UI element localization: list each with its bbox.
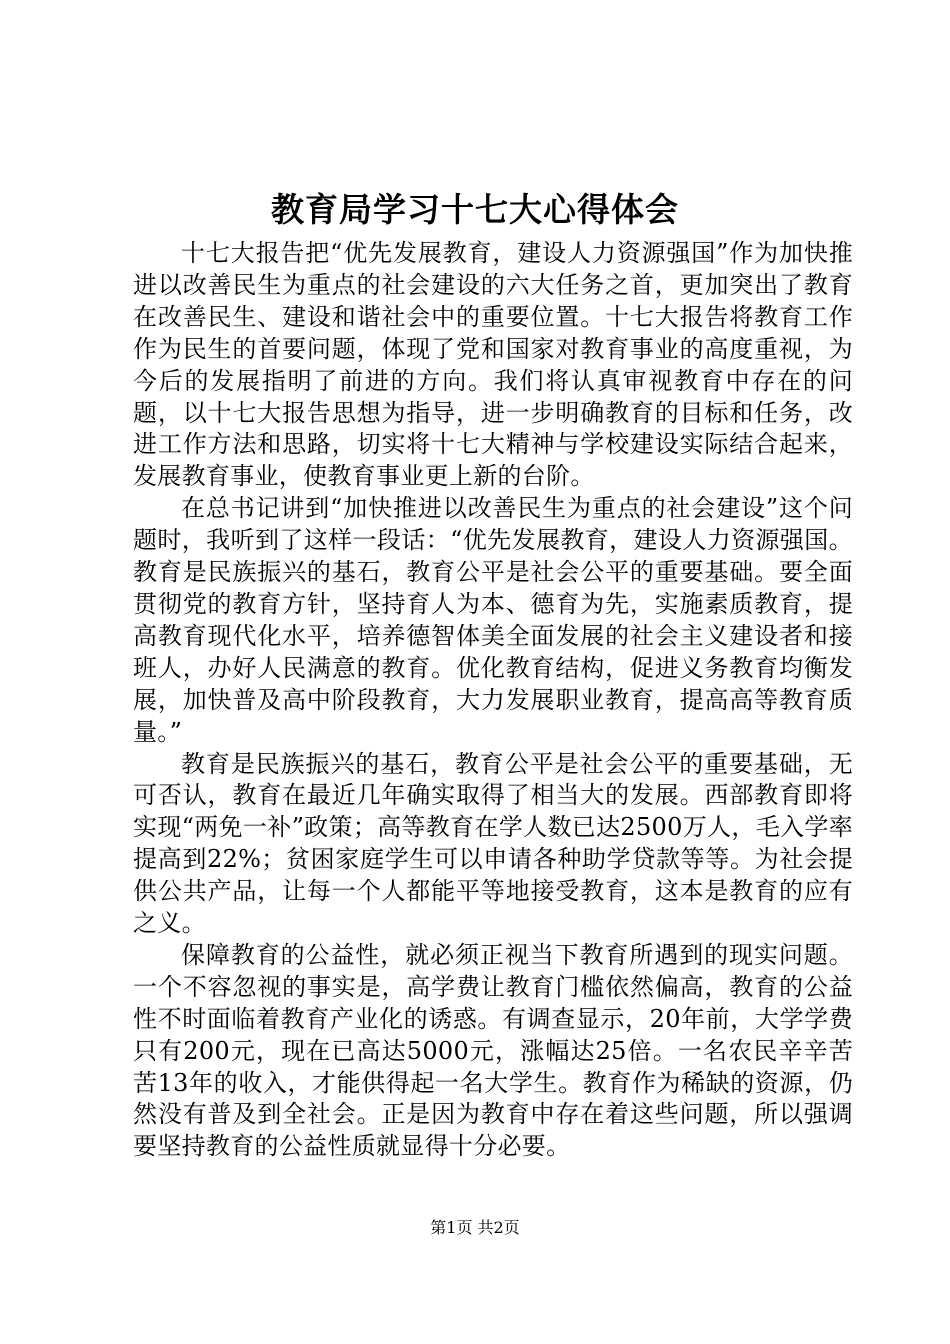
- page-indicator: 第1页 共2页: [430, 1218, 520, 1237]
- paragraph-3: 教育是民族振兴的基石，教育公平是社会公平的重要基础，无可否认，教育在最近几年确实取得了相当大的发展。西部教育即将实现“两免一补”政策；高等教育在学人数已达2500万人，毛入学率提高到22%；贫困家庭学生可以申请各种助学贷款等等。为社会提供公共产品，让每一个人都能平等地接受教育，这本是教育的应有之义。: [133, 749, 853, 938]
- paragraph-1: 十七大报告把“优先发展教育，建设人力资源强国”作为加快推进以改善民生为重点的社会建设的六大任务之首，更加突出了教育在改善民生、建设和谐社会中的重要位置。十七大报告将教育工作作为民生的首要问题，体现了党和国家对教育事业的高度重视，为今后的发展指明了前进的方向。我们将认真审视教育中存在的问题，以十七大报告思想为指导，进一步明确教育的目标和任务，改进工作方法和思路，切实将十七大精神与学校建设实际结合起来，发展教育事业，使教育事业更上新的台阶。: [133, 239, 853, 491]
- page-footer: [0, 1216, 950, 1240]
- document-body: [133, 238, 853, 1163]
- paragraph-2: 在总书记讲到“加快推进以改善民生为重点的社会建设”这个问题时，我听到了这样一段话：“优先发展教育，建设人力资源强国。教育是民族振兴的基石，教育公平是社会公平的重要基础。要全面贯彻党的教育方针，坚持育人为本、德育为先，实施素质教育，提高教育现代化水平，培养德智体美全面发展的社会主义建设者和接班人，办好人民满意的教育。优化教育结构，促进义务教育均衡发展，加快普及高中阶段教育，大力发展职业教育，提高高等教育质量。”: [133, 494, 853, 746]
- document-title: 教育局学习十七大心得体会: [271, 190, 679, 229]
- paragraph-4: 保障教育的公益性，就必须正视当下教育所遇到的现实问题。一个不容忽视的事实是，高学费让教育门槛依然偏高，教育的公益性不时面临着教育产业化的诱惑。有调查显示，20年前，大学学费只有200元，现在已高达5000元，涨幅达25倍。一名农民辛辛苦苦13年的收入，才能供得起一名大学生。教育作为稀缺的资源，仍然没有普及到全社会。正是因为教育中存在着这些问题，所以强调要坚持教育的公益性质就显得十分必要。: [133, 940, 853, 1161]
